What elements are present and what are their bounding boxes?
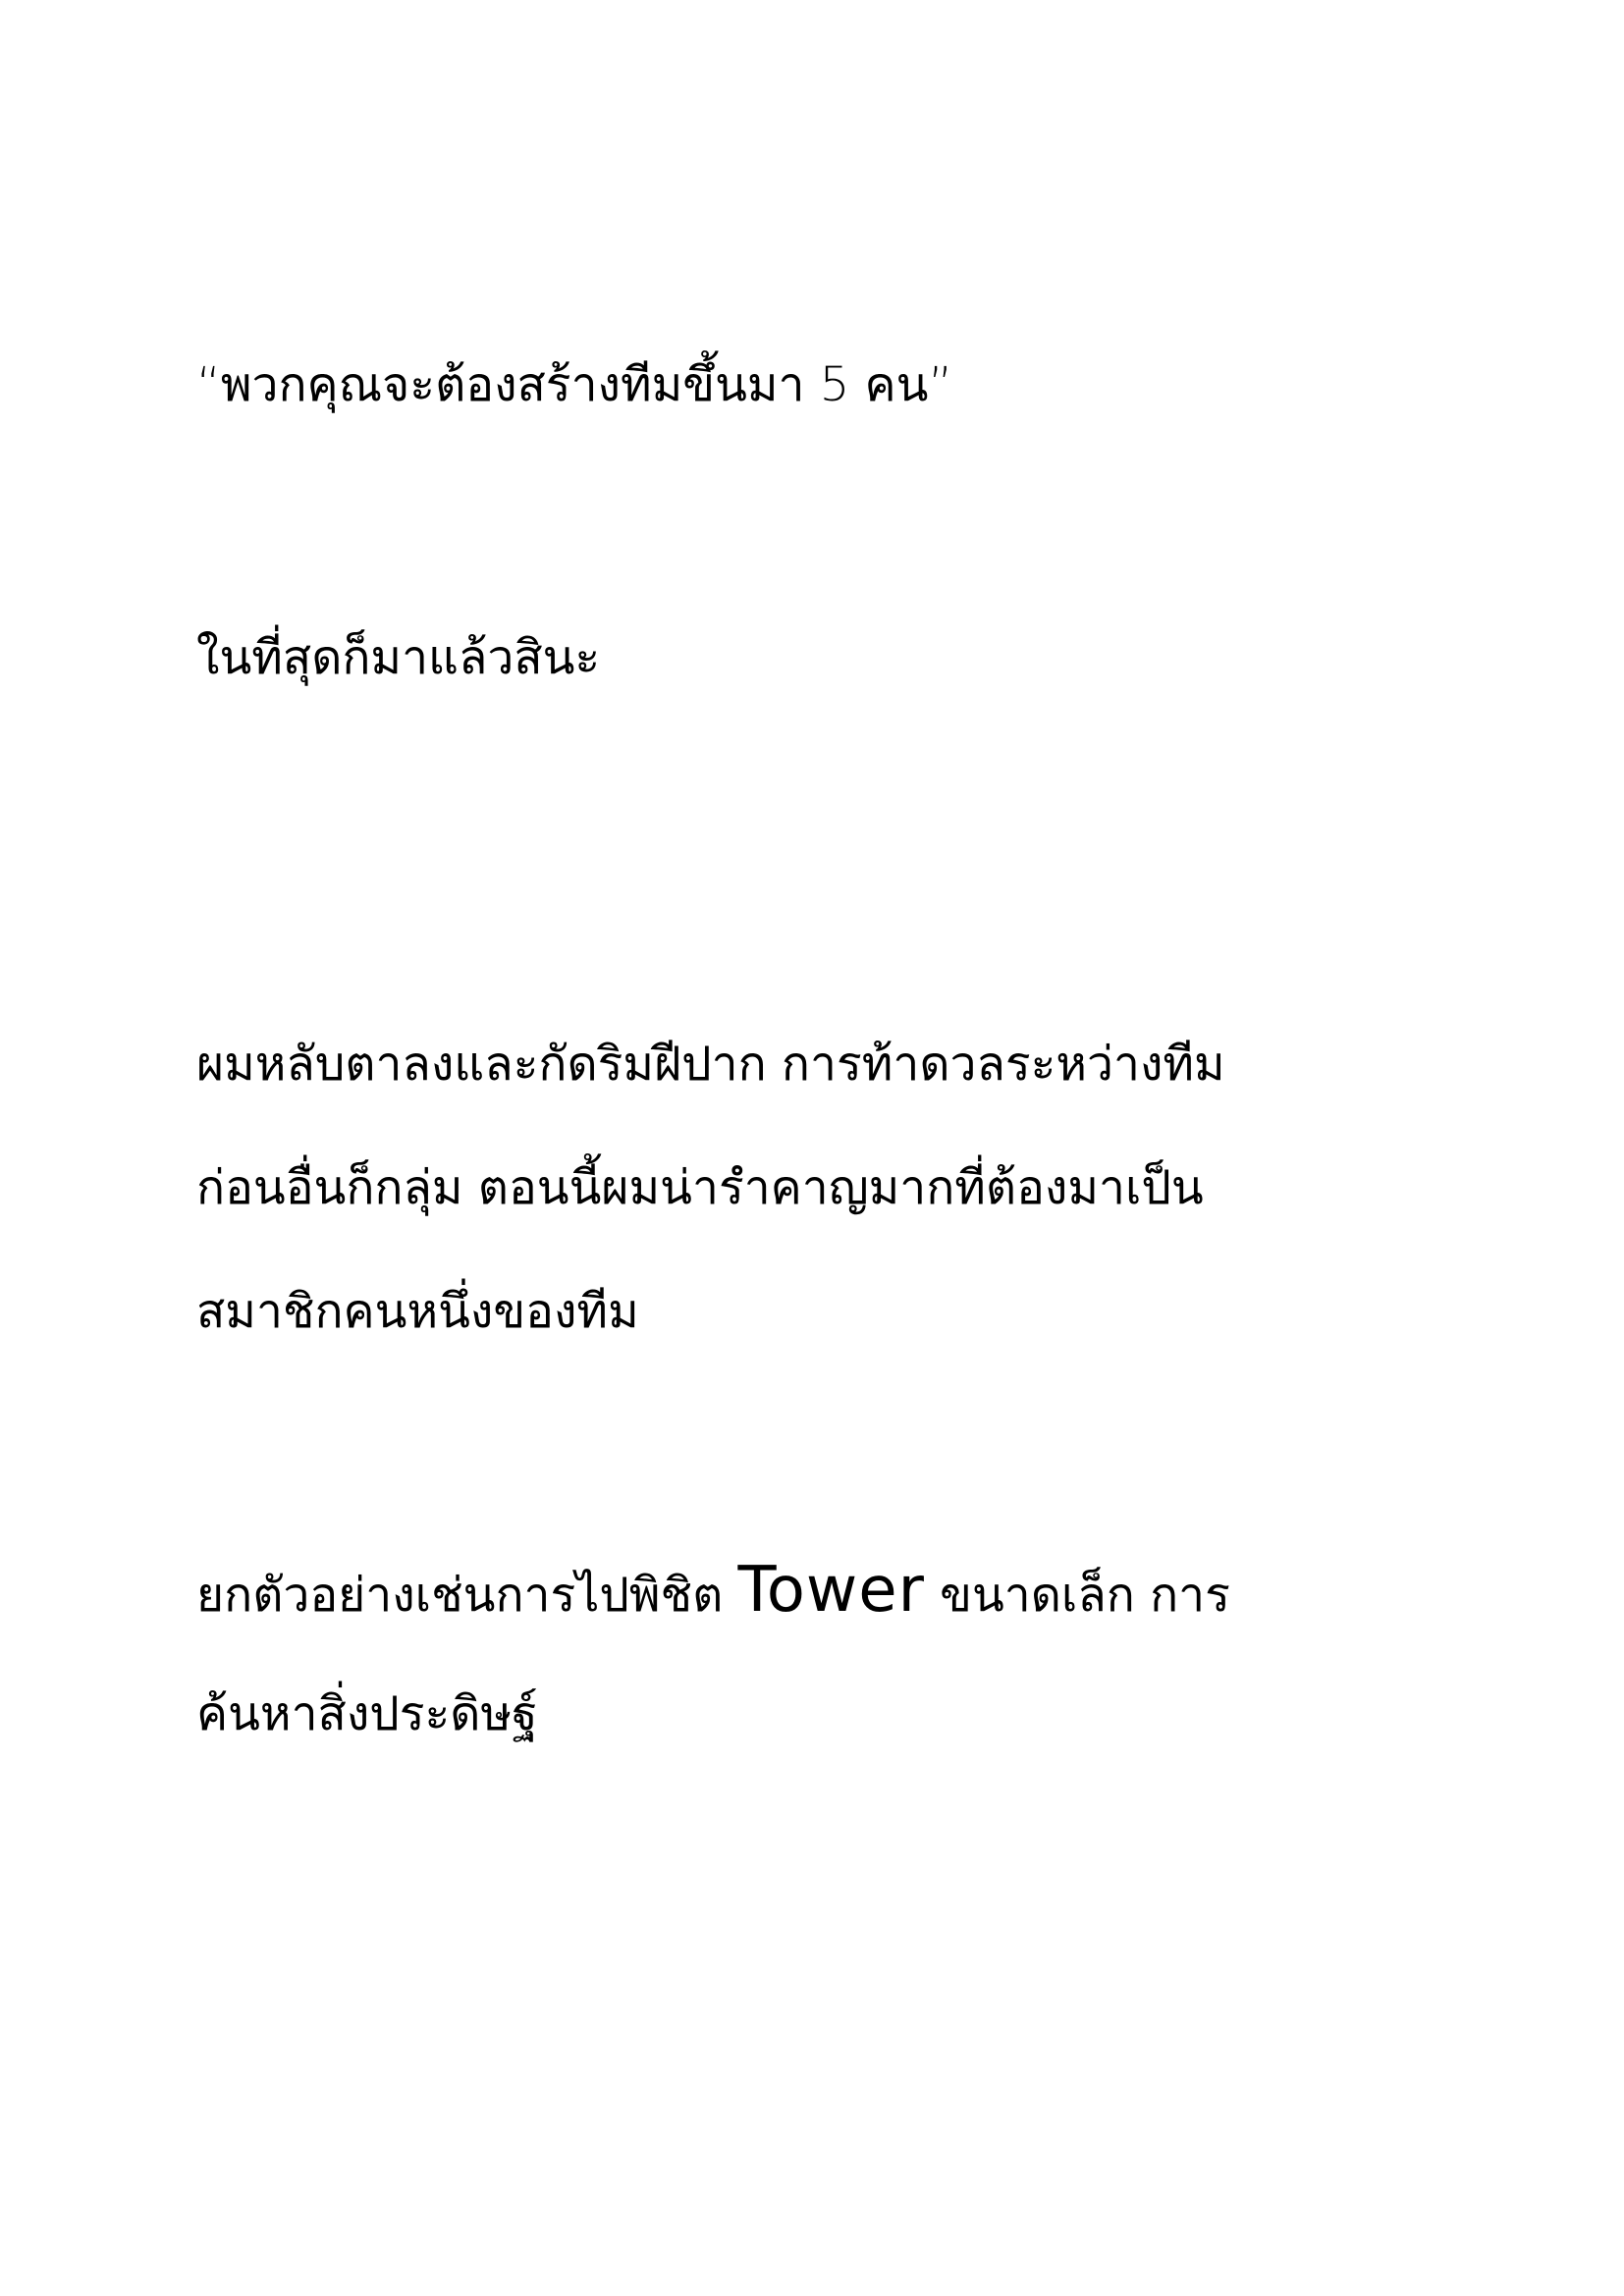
dialogue-line: “พวกคุณจะต้องสร้างทีมขึ้นมา 5 คน” (196, 357, 953, 412)
paragraph-line: สมาชิกคนหนึ่งของทีม (196, 1284, 639, 1339)
paragraph-line: ค้นหาสิ่งประดิษฐ์ (196, 1686, 538, 1741)
narration-line: ในที่สุดก็มาแล้วสินะ (196, 630, 601, 685)
paragraph-line-with-tower (196, 1554, 1230, 1627)
text-after-tower: ขนาดเล็ก การ (924, 1568, 1230, 1623)
text-before-tower: ยกตัวอย่างเช่นการไปพิชิต (196, 1568, 738, 1623)
paragraph-line: ก่อนอื่นก็กลุ่ม ตอนนี้ผมน่ารำคาญมากที่ต้องมาเป็น (196, 1160, 1204, 1215)
paragraph-line: ผมหลับตาลงและกัดริมฝีปาก การท้าดวลระหว่างทีม (196, 1037, 1225, 1092)
tower-word: Tower (737, 1554, 925, 1627)
